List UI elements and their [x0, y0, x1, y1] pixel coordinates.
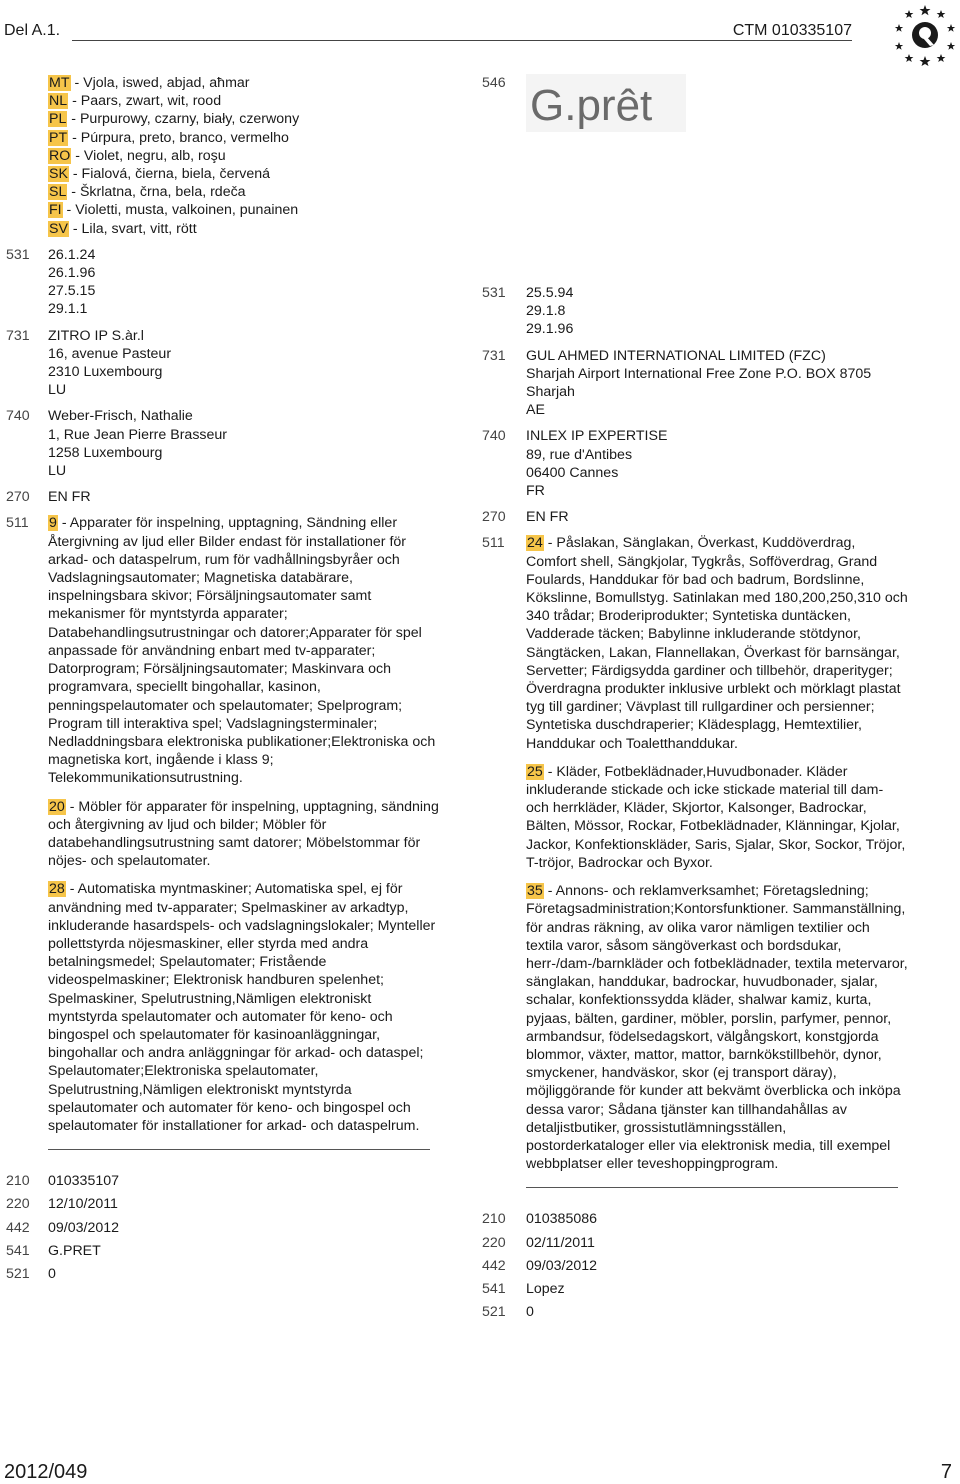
class-number: 25 [527, 763, 543, 780]
field-740-representative: 740 Weber-Frisch, Nathalie 1, Rue Jean Pierre Brasseur 1258 Luxembourg LU [6, 408, 228, 480]
language-code: SV [49, 220, 68, 237]
entry-divider [48, 1149, 430, 1150]
language-code: MT [49, 75, 70, 91]
class-number: 24 [527, 535, 543, 552]
document-ref: CTM 010335107 [732, 22, 852, 39]
color-line: MT - Vjola, iswed, abjad, aħmar [49, 75, 250, 91]
entry-metadata [0, 1172, 440, 1283]
entry-divider [526, 1187, 898, 1188]
field-731-applicant: 731 GUL AHMED INTERNATIONAL LIMITED (FZC) Sharjah Airport International Free Zone P.O. BOX 8705 Sharjah AE [482, 347, 872, 419]
field-531: 531 25.5.94 29.1.8 29.1.96 [482, 285, 574, 338]
left-column [0, 74, 440, 1288]
class-entry: 28 - Automatiska myntmaskiner; Automatiska spel, ej för användning med tv-apparater; Spelmaskiner av arkadtyp, inkluderande hasardspels- och vadslagningslokaler; Mynteller pollettstyrda nöjesmaskiner, eller styrda med andra betalningsmedel; Spelautomater; Fristående videospelmaskiner; Elektronisk handburen spelenhet; Spelmaskiner, Spelutrustning,Nämligen elektroniskt myntstyrda spelautomater och automater för keno- och bingospel och spelautomater för kasinoanläggningar, bingohallar och andra anläggningar för arkad- och dataspel; Spelautomater;Elektroniska spelautomater, Spelutrustning,Nämligen elektroniskt myntstyrda spelautomater och automater för keno- och bingospel och spelautomater för installationer for arkad- och dataspelrum. [48, 881, 436, 1134]
class-entry: 24 - Påslakan, Sänglakan, Överkast, Kuddöverdrag, Comfort shell, Sängkjolar, Tygkrås, Sofföverdrag, Grand Foulards, Handdukar för bad och badrum, Bordslinne, Kökslinne, Bomullstyg. Satinlakan med 180,200,250,310 och 340 trådar; Broderiprodukter; Syntetiska duntäcken, Vadderade täcken; Babylinne inkluderande stötdynor, Sängtäcken, Lakan, Flannellakan, Överkast för barnsängar, Servetter; Färdigsydda gardiner och tillbehör, draperityger; Överdragna produkter inklusive urblekt och mörklagt plastat tyg till gardiner; Vävplast till rullgardiner och persienner; Syntetiska duschdraperier; Klädesplagg, Hemtextilier, Handdukar och Toaletthanddukar. [526, 535, 908, 752]
meta-row: 210 010385086 [482, 1211, 598, 1228]
meta-row: 442 09/03/2012 [6, 1219, 120, 1236]
field-code: 511 [6, 515, 29, 532]
language-code: PL [49, 111, 67, 128]
field-code: 731 [482, 347, 506, 364]
color-line: SV - Lila, svart, vitt, rött [49, 220, 197, 237]
class-number: 9 [49, 515, 57, 532]
field-code: 546 [482, 75, 506, 91]
meta-row: 220 12/10/2011 [6, 1196, 118, 1213]
meta-row: 220 02/11/2011 [482, 1234, 595, 1251]
color-line: PL - Purpurowy, czarny, biały, czerwony [49, 111, 300, 128]
class-entry: 9 - Apparater för inspelning, upptagning, Sändning eller Återgivning av ljud eller Bilder endast för installationer för arkad- och dataspelrum, rum för vadhållningsbyråer och Vadslagningsautomater; Magnetiska databärare, inspelningsbara skivor; Försäljningsautomater samt mekanismer för myntstyrda apparater; Databehandlingsutrustningar och datorer;Apparater för spel anpassade för användning enbart med tv-apparater; Datorprogram; Försäljningsautomater; Maskinvara och programvara, speciellt bingohallar, kasinon, penningspelautomater och spelautomater; Spelprogram; Program till interaktiva spel; Vadslagningsterminaler; Nedladdningsbara elektroniska publikationer;Elektroniska och magnetiska kort, ingående i klass 9; Telekommunikationsutrustning. [48, 515, 436, 787]
field-270-languages: 270 EN FR [6, 489, 91, 506]
color-line: SL - Škrlatna, črna, bela, rdeča [49, 184, 246, 201]
page-number: 7 [940, 1461, 952, 1483]
language-code: NL [49, 93, 68, 110]
field-511-goods [0, 514, 440, 1135]
right-column [478, 74, 908, 1326]
language-code: FI [49, 202, 62, 219]
meta-row: 442 09/03/2012 [482, 1257, 598, 1274]
meta-row: 541 G.PRET [6, 1242, 101, 1259]
language-code: PT [49, 129, 68, 146]
header-divider [72, 40, 852, 41]
color-line: PT - Púrpura, preto, branco, vermelho [49, 129, 289, 146]
color-line: NL - Paars, zwart, wit, rood [49, 93, 222, 110]
color-line: SK - Fialová, čierna, biela, červená [49, 166, 271, 183]
field-731-applicant: 731 ZITRO IP S.àr.l 16, avenue Pasteur 2310 Luxembourg LU [6, 327, 172, 399]
class-number: 28 [49, 881, 65, 898]
field-511-goods [478, 534, 908, 1173]
language-code: SK [49, 166, 68, 183]
color-line: RO - Violet, negru, alb, roşu [49, 147, 226, 164]
field-code: 740 [6, 408, 30, 425]
field-546-mark-image [478, 74, 908, 284]
language-code: SL [49, 184, 67, 201]
color-line: FI - Violetti, musta, valkoinen, punainen [49, 202, 299, 219]
field-code: 270 [482, 509, 506, 526]
field-code: 731 [6, 327, 30, 344]
gpret-logo [526, 74, 686, 132]
class-entry: 25 - Kläder, Fotbeklädnader,Huvudbonader. Kläder inkluderande stickade och icke stickade material till dam- och herrkläder, Kläder, Skjortor, Kalsonger, Badrockar, Bälten, Mössor, Rockar, Fotbeklädnader, Klänningar, Kjolar, Jackor, Konfektionskläder, Saris, Sjalar, Skor, Sockor, Tröjor, T-tröjor, Badrockar och Byxor. [526, 763, 906, 871]
class-entry: 20 - Möbler för apparater för inspelning, upptagning, sändning och återgivning av ljud och bilder; Möbler för databehandlingsutrustning samt datorer; Möbelstommar för nöjes- och spelautomater. [48, 798, 439, 870]
field-code: 511 [482, 535, 505, 552]
color-claims [0, 74, 440, 238]
meta-row: 541 Lopez [482, 1280, 565, 1297]
field-740-representative: 740 INLEX IP EXPERTISE 89, rue d'Antibes 06400 Cannes FR [482, 428, 668, 500]
class-number: 35 [527, 883, 543, 900]
class-entry: 35 - Annons- och reklamverksamhet; Företagsledning; Företagsadministration;Kontorsfunktioner. Sammanställning, för andras räkning, av olika varor nämligen textilier och textila varor, såsom sängöverkast och bordsdukar, herr-/dam-/barnkläder och fotbeklädnader, textila metervaror, sänglakan, handdukar, badrockar, huvudbonader, sjalar, schalar, konfektionssydda kläder, shalwar kamiz, kurta, pyjaas, bälten, gardiner, möbler, porslin, parfymer, pennor, armbandsur, födelsedagskort, välgångskort, konstgjorda blommor, växter, mattor, mattor, barnkökstillbehör, dynor, smyckener, handväskor, skor (ej transport däray), möjliggörande för kunder att bekvämt överblicka och inköpa dessa varor; Sådana tjänster kan tillhandahållas av detaljistbutiker, grossistutlämningsställen, postorderkataloger eller via elektronisk media, till exempel webbplatser eller teveshoppingprogram. [526, 883, 908, 1173]
field-531: 531 26.1.24 26.1.96 27.5.15 29.1.1 [6, 246, 96, 318]
eu-emblem-icon [893, 2, 957, 66]
meta-row: 521 0 [482, 1304, 534, 1321]
section-label: Del A.1. [4, 22, 61, 39]
entry-metadata [478, 1210, 908, 1321]
svg-text:G.prêt: G.prêt [530, 81, 653, 130]
field-code: 531 [482, 285, 506, 301]
field-270-languages: 270 EN FR [482, 509, 569, 526]
field-code: 531 [6, 246, 30, 263]
bulletin-issue: 2012/049 [4, 1461, 88, 1483]
field-code: 740 [482, 428, 506, 445]
meta-row: 521 0 [6, 1265, 56, 1282]
language-code: RO [49, 147, 71, 164]
field-code: 270 [6, 489, 30, 506]
class-number: 20 [49, 798, 65, 815]
meta-row: 210 010335107 [6, 1173, 120, 1190]
